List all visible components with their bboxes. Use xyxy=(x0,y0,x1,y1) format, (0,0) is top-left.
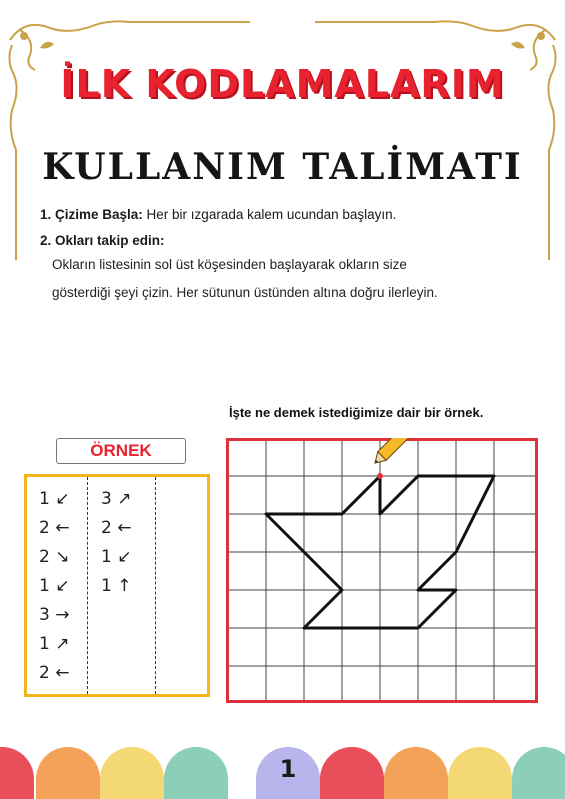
step-2-label: 2. Okları takip edin: xyxy=(40,233,165,248)
page-number: 1 xyxy=(279,755,297,783)
arrow-step: 1 ↙ xyxy=(39,489,70,509)
drawing-grid xyxy=(226,438,538,703)
example-tab-label: ÖRNEK xyxy=(56,438,186,464)
arrow-step: 2 ← xyxy=(39,663,70,683)
ornament-left-icon xyxy=(0,0,565,270)
arrow-step: 3 → xyxy=(39,605,70,625)
instruction-line-2: gösterdiği şeyi çizin. Her sütunun üstünden altına doğru ilerleyin. xyxy=(52,285,438,300)
example-note: İşte ne demek istediğimize dair bir örnek. xyxy=(229,405,484,420)
arrow-step: 2 ↘ xyxy=(39,547,70,567)
arrow-step: 2 ← xyxy=(101,518,132,538)
arrow-step: 1 ↙ xyxy=(101,547,132,567)
instruction-line-1: Okların listesinin sol üst köşesinden başlayarak okların size xyxy=(52,257,407,272)
arrow-step: 1 ↗ xyxy=(39,634,70,654)
column-divider xyxy=(155,477,156,694)
page-title: İLK KODLAMALARIM xyxy=(60,62,505,106)
step-1-label: 1. Çizime Başla: xyxy=(40,207,143,222)
arrow-step: 2 ← xyxy=(39,518,70,538)
page-subtitle: KULLANIM TALİMATI xyxy=(42,146,523,188)
arrow-list-box xyxy=(24,474,210,697)
instruction-step-2 xyxy=(40,233,165,248)
column-divider xyxy=(87,477,88,694)
arrow-step: 1 ↙ xyxy=(39,576,70,596)
instruction-step-1 xyxy=(40,207,396,222)
arrow-step: 1 ↑ xyxy=(101,576,132,596)
arrow-step: 3 ↗ xyxy=(101,489,132,509)
step-1-text: Her bir ızgarada kalem ucundan başlayın. xyxy=(142,207,397,222)
pencil-icon xyxy=(371,438,416,467)
